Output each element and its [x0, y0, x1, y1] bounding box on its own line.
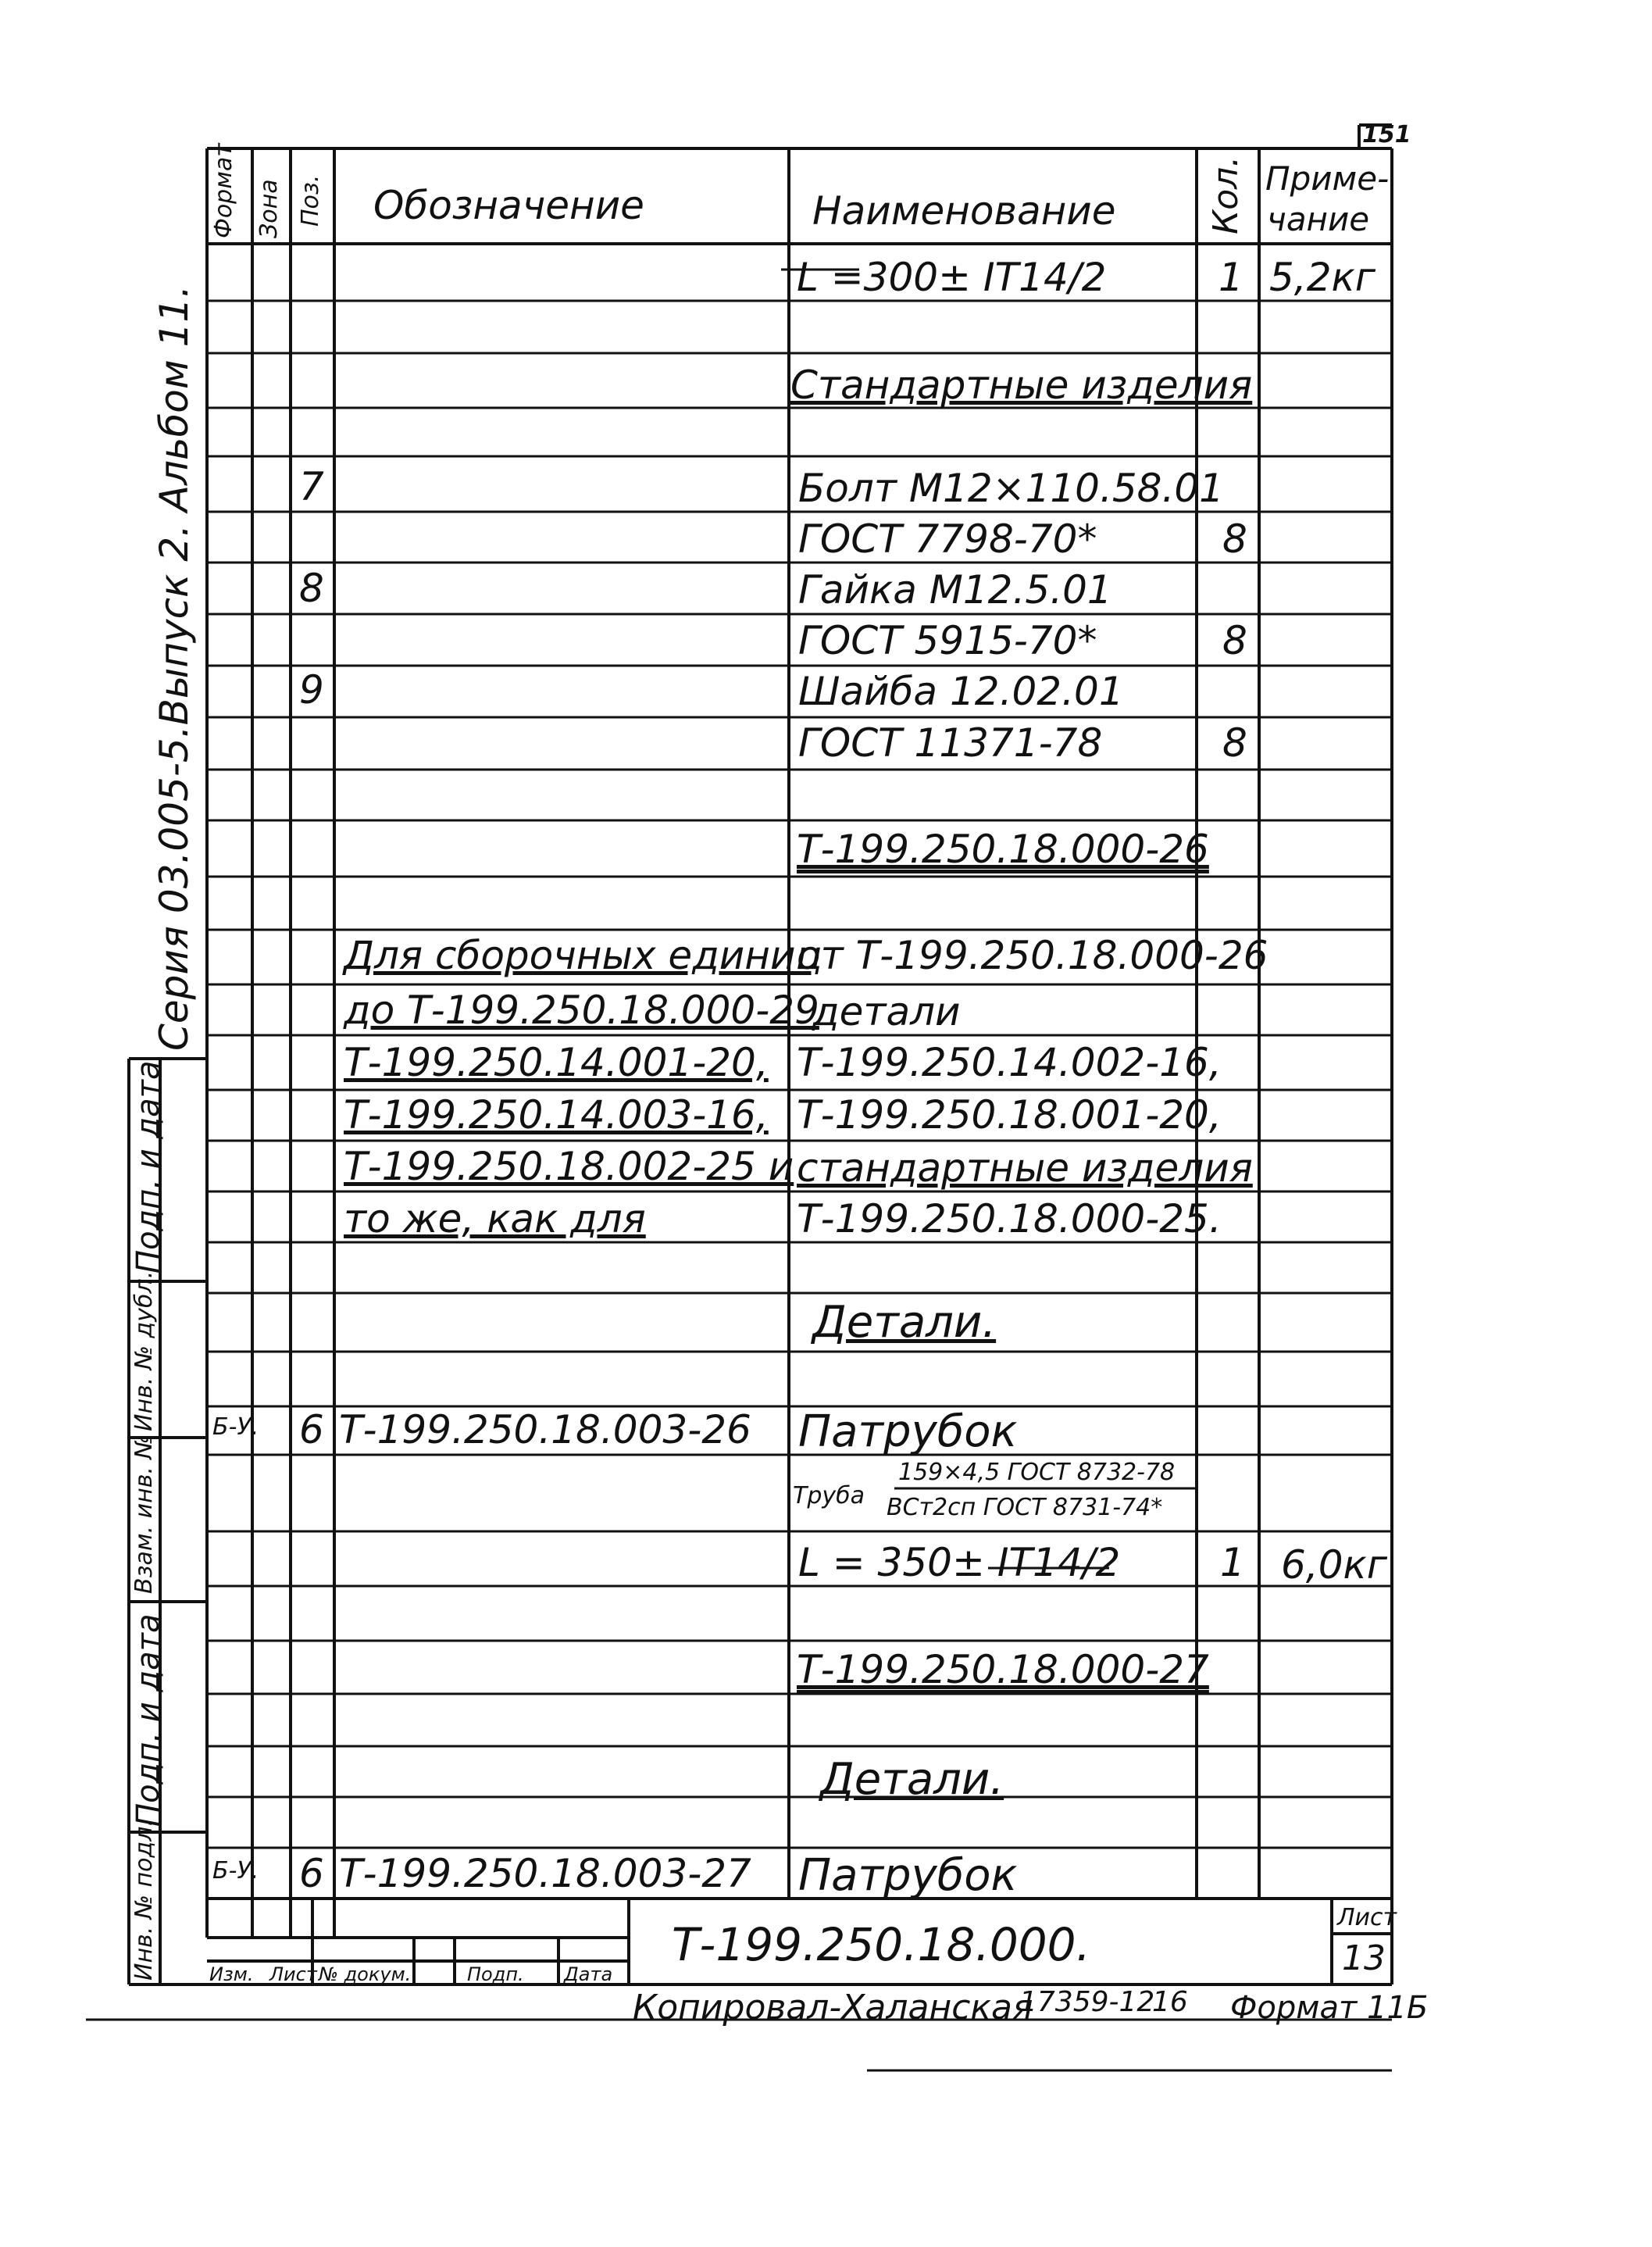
side-orig-inv: Инв. № подл.: [130, 1819, 158, 1981]
r30-name: Детали.: [820, 1754, 1004, 1805]
r21-name: Детали.: [812, 1297, 997, 1348]
r15-desig: до Т-199.250.18.000-29: [344, 988, 819, 1033]
r1-name: L =300± IT14/2: [797, 255, 1107, 300]
stamp-date: Дата: [564, 1963, 613, 1985]
footer-copied: Копировал-Халанская: [633, 1988, 1033, 2027]
stamp-izm: Изм.: [209, 1963, 254, 1985]
r24-den: ВСт2сп ГОСТ 8731-74*: [887, 1494, 1163, 1521]
r10-name: ГОСТ 11371-78: [798, 720, 1103, 766]
r7-pos: 8: [299, 566, 324, 611]
r15-name: детали: [812, 989, 961, 1034]
side-replace-inv: Взам. инв. №: [130, 1434, 158, 1594]
r8-name: ГОСТ 5915-70*: [798, 618, 1097, 663]
r32-pos: 6: [299, 1851, 324, 1896]
r24-prefix: Труба: [793, 1482, 865, 1509]
r26-qty: 1: [1220, 1540, 1245, 1585]
side-sig-date-2: Подп. и дата: [130, 1613, 166, 1827]
header-note-2: чание: [1267, 200, 1370, 238]
stamp-doc-no: № докум.: [319, 1963, 412, 1985]
r17-name: Т-199.250.18.001-20,: [797, 1092, 1222, 1138]
header-qty: Кол.: [1206, 155, 1246, 234]
r23-format: Б-У.: [212, 1413, 259, 1441]
r10-qty: 8: [1222, 720, 1247, 766]
r6-name: ГОСТ 7798-70*: [798, 516, 1097, 562]
stamp-sign: Подп.: [467, 1963, 524, 1985]
r5-name: Болт М12×110.58.01: [798, 466, 1224, 511]
footer-num: 16: [1152, 1986, 1188, 2018]
r28-name: Т-199.250.18.000-27: [797, 1647, 1209, 1692]
r7-name: Гайка М12.5.01: [798, 567, 1112, 613]
r32-name: Патрубок: [798, 1850, 1018, 1901]
r16-name: Т-199.250.14.002-16,: [797, 1040, 1222, 1085]
footer-format: Формат 11Б: [1230, 1990, 1429, 2026]
header-designation: Обозначение: [373, 183, 644, 228]
header-format: Формат: [210, 143, 237, 238]
r6-qty: 8: [1222, 516, 1247, 562]
r32-desig: Т-199.250.18.003-27: [339, 1851, 751, 1896]
r23-name: Патрубок: [798, 1406, 1018, 1457]
side-series: Серия 03.005-5.Выпуск 2. Альбом 11.: [152, 284, 197, 1051]
header-note-1: Приме-: [1265, 159, 1390, 198]
r18-desig: Т-199.250.18.002-25 и: [344, 1144, 794, 1189]
r32-format: Б-У.: [212, 1857, 259, 1884]
r26-name: L = 350± IT14/2: [798, 1540, 1121, 1585]
stamp-code: Т-199.250.18.000.: [672, 1918, 1091, 1971]
r8-qty: 8: [1222, 618, 1247, 663]
r3-name: Стандартные изделия: [790, 363, 1253, 408]
footer-order: 17359-12: [1019, 1986, 1155, 2018]
r1-note: 5,2кг: [1269, 255, 1375, 300]
r5-pos: 7: [299, 464, 324, 509]
r14-name: от Т-199.250.18.000-26: [797, 933, 1268, 978]
side-dup-inv: Инв. № дубл.: [130, 1270, 158, 1431]
r17-desig: Т-199.250.14.003-16,: [344, 1092, 769, 1138]
r19-name: Т-199.250.18.000-25.: [797, 1196, 1222, 1241]
stamp-sheet-no: 13: [1342, 1938, 1386, 1978]
r16-desig: Т-199.250.14.001-20,: [344, 1040, 769, 1085]
r23-pos: 6: [299, 1407, 324, 1452]
r1-qty: 1: [1218, 255, 1243, 300]
header-pos: Поз.: [297, 174, 324, 227]
header-zone: Зона: [255, 179, 283, 238]
page-number: 151: [1362, 121, 1411, 148]
r26-note: 6,0кг: [1281, 1542, 1387, 1588]
header-name: Наименование: [812, 188, 1116, 234]
stamp-sheet-label: Лист: [1337, 1904, 1397, 1931]
r9-pos: 9: [299, 667, 324, 713]
r19-desig: то же, как для: [344, 1196, 646, 1241]
r18-name: стандартные изделия: [797, 1145, 1253, 1191]
r23-desig: Т-199.250.18.003-26: [339, 1407, 751, 1452]
r24-num: 159×4,5 ГОСТ 8732-78: [898, 1459, 1176, 1486]
side-sig-date-1: Подп. и дата: [130, 1060, 166, 1274]
stamp-list: Лист: [269, 1963, 317, 1985]
r9-name: Шайба 12.02.01: [798, 669, 1124, 714]
r14-desig: Для сборочных единиц: [344, 933, 822, 978]
r12-name: Т-199.250.18.000-26: [797, 827, 1209, 872]
